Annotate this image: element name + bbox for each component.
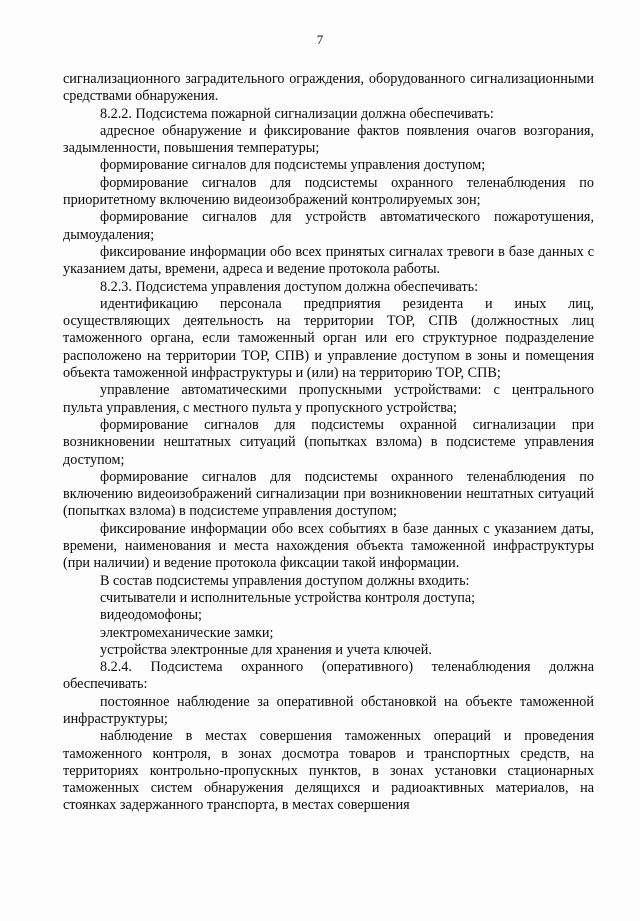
paragraph: сигнализационного заградительного ограждения, оборудованного сигнализационными средствами обнаружения. [63, 71, 594, 105]
paragraph: 8.2.4. Подсистема охранного (оперативного) теленаблюдения должна обеспечивать: [63, 659, 594, 693]
paragraph: 8.2.3. Подсистема управления доступом должна обеспечивать: [100, 278, 479, 295]
paragraph: адресное обнаружение и фиксирование фактов появления очагов возгорания, задымленности, повышения температуры; [63, 122, 594, 157]
paragraph: считыватели и исполнительные устройства контроля доступа; [100, 589, 476, 606]
paragraph: управление автоматическими пропускными устройствами: с центрального пульта управления, с местного пульта у пропускного устройства; [63, 382, 594, 416]
page-number: 7 [316, 32, 324, 47]
paragraph: 8.2.2. Подсистема пожарной сигнализации должна обеспечивать: [100, 105, 494, 122]
paragraph: наблюдение в местах совершения таможенных операций и проведения таможенного контроля, в зонах досмотра товаров и транспортных средств, на территориях контрольно-пропускных пунктов, в зонах установки стационарных таможенных систем обнаружения делящихся и радиоактивных материалов, на стоянках задержанного транспорта, в местах совершения [63, 728, 594, 814]
document-body [63, 71, 594, 815]
paragraph: В состав подсистемы управления доступом должны входить: [100, 572, 470, 589]
paragraph: видеодомофоны; [100, 607, 202, 624]
paragraph: постоянное наблюдение за оперативной обстановкой на объекте таможенной инфраструктуры; [63, 693, 594, 727]
paragraph: фиксирование информации обо всех принятых сигналах тревоги в базе данных с указанием даты, времени, адреса и ведение протокола работы. [63, 243, 594, 278]
paragraph: идентификацию персонала предприятия резидента и иных лиц, осуществляющих деятельность на территории ТОР, СПВ (должностных лиц таможенного органа, если таможенный орган или его структурное подразделение расположено на территории ТОР, СПВ) и управление доступом в зоны и помещения объекта таможенной инфраструктуры и (или) на территорию ТОР, СПВ; [63, 295, 594, 382]
paragraph: формирование сигналов для подсистемы охранного теленаблюдения по включению видеоизображений сигнализации при возникновении нештатных ситуаций (попытках взлома) в подсистеме управления доступом; [63, 468, 594, 520]
paragraph: устройства электронные для хранения и учета ключей. [100, 641, 432, 658]
paragraph: формирование сигналов для подсистемы охранного теленаблюдения по приоритетному включению видеоизображений контролируемых зон; [63, 174, 594, 209]
paragraph: формирование сигналов для подсистемы управления доступом; [100, 157, 486, 174]
paragraph: формирование сигналов для подсистемы охранной сигнализации при возникновении нештатных ситуаций (попытках взлома) в подсистеме управления доступом; [63, 416, 594, 468]
paragraph: фиксирование информации обо всех событиях в базе данных с указанием даты, времени, наименования и места нахождения объекта таможенной инфраструктуры (при наличии) и ведение протокола фиксации такой информации. [63, 520, 594, 572]
paragraph: электромеханические замки; [100, 624, 274, 641]
paragraph: формирование сигналов для устройств автоматического пожаротушения, дымоудаления; [63, 209, 594, 243]
